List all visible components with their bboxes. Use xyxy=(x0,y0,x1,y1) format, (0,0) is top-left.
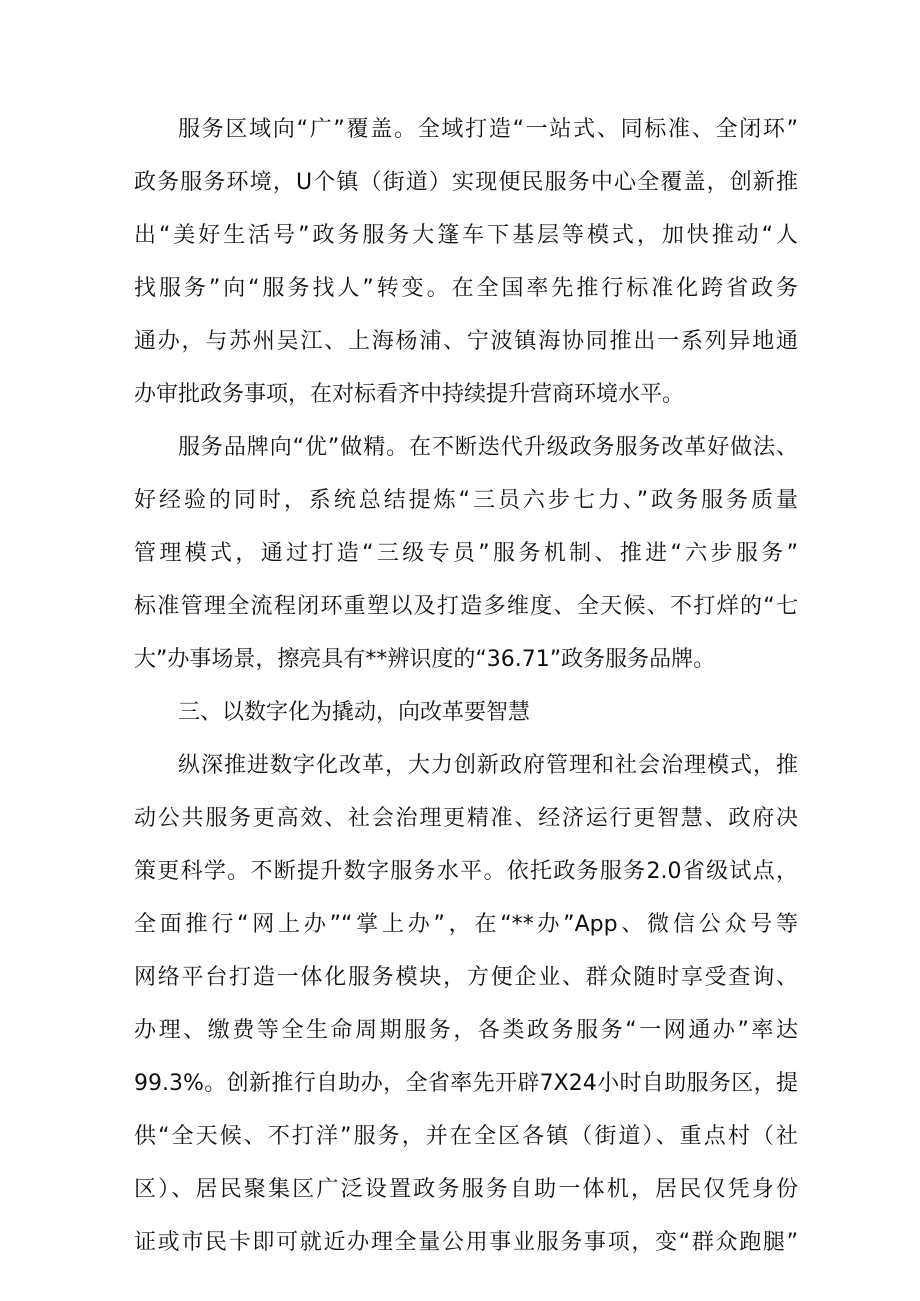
paragraph-3-line-3: 策更科学。不断提升数字服务水平。依托政务服务2.0省级试点， xyxy=(134,859,798,884)
paragraph-1-line-6: 办审批政务事项，在对标看齐中持续提升营商环境水平。 xyxy=(134,382,685,407)
paragraph-3-line-4: 全面推行“网上办”“掌上办”，在“**办”App、微信公众号等 xyxy=(134,912,798,937)
paragraph-3-line-2: 动公共服务更高效、社会治理更精准、经济运行更智慧、政府决 xyxy=(134,806,798,831)
paragraph-1-line-3: 出“美好生活号”政务服务大篷车下基层等模式，加快推动“人 xyxy=(134,223,798,248)
paragraph-2-line-1: 服务品牌向“优”做精。在不断迭代升级政务服务改革好做法、 xyxy=(178,435,798,460)
paragraph-1-line-1: 服务区域向“广”覆盖。全域打造“一站式、同标准、全闭环” xyxy=(178,117,798,142)
paragraph-3-line-6: 办理、缴费等全生命周期服务，各类政务服务“一网通办”率达 xyxy=(134,1018,798,1043)
paragraph-1-line-2: 政务服务环境，U个镇（街道）实现便民服务中心全覆盖，创新推 xyxy=(134,170,798,195)
paragraph-2-line-5: 大”办事场景，擦亮具有**辨识度的“36.71”政务服务品牌。 xyxy=(134,647,716,672)
paragraph-2-line-3: 管理模式，通过打造“三级专员”服务机制、推进“六步服务” xyxy=(134,541,798,566)
paragraph-3-line-7: 99.3%。创新推行自助办，全省率先开辟7X24小时自助服务区，提 xyxy=(134,1071,798,1096)
paragraph-3-line-9: 区）、居民聚集区广泛设置政务服务自助一体机，居民仅凭身份 xyxy=(134,1177,798,1202)
paragraph-3-line-5: 网络平台打造一体化服务模块，方便企业、群众随时享受查询、 xyxy=(134,965,798,990)
paragraph-1-line-4: 找服务”向“服务找人”转变。在全国率先推行标准化跨省政务 xyxy=(134,276,798,301)
paragraph-2-line-4: 标准管理全流程闭环重塑以及打造多维度、全天候、不打烊的“七 xyxy=(134,594,798,619)
paragraph-3-line-1: 纵深推进数字化改革，大力创新政府管理和社会治理模式，推 xyxy=(178,753,798,778)
section-heading: 三、以数字化为撬动，向改革要智慧 xyxy=(178,700,531,725)
paragraph-1-line-5: 通办，与苏州吴江、上海杨浦、宁波镇海协同推出一系列异地通 xyxy=(134,329,798,354)
paragraph-3-line-8: 供“全天候、不打洋”服务，并在全区各镇（街道）、重点村（社 xyxy=(134,1124,798,1149)
paragraph-2-line-2: 好经验的同时，系统总结提炼“三员六步七力、”政务服务质量 xyxy=(134,488,798,513)
paragraph-3-line-10: 证或市民卡即可就近办理全量公用事业服务事项，变“群众跑腿” xyxy=(134,1230,798,1255)
